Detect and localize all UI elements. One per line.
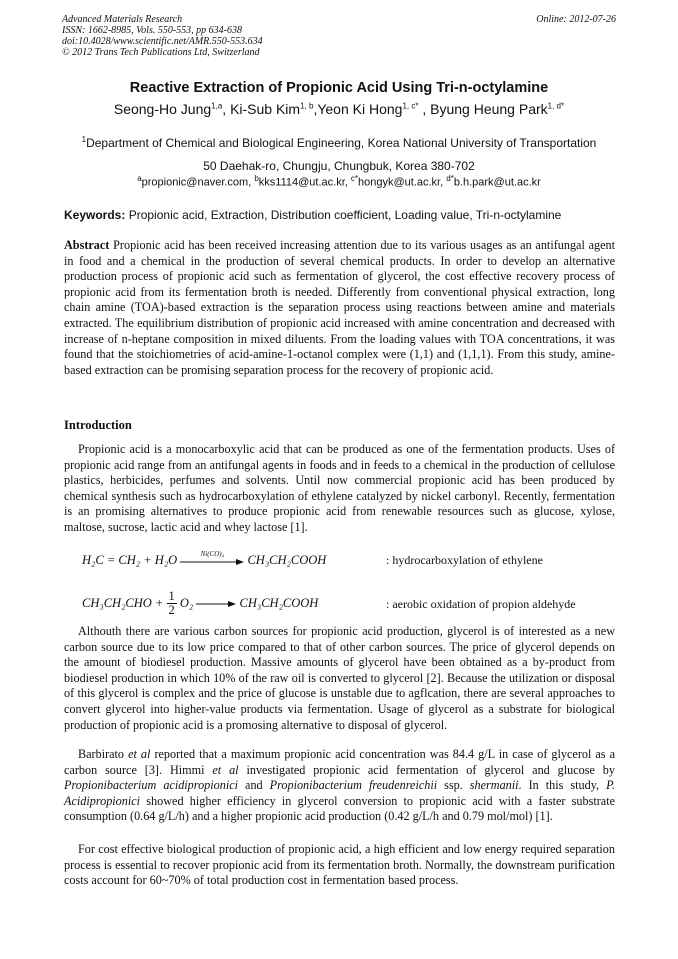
abstract-label: Abstract [64,238,110,252]
catalyst-label: Ni(CO)₄ [200,550,225,559]
equation-2: CH₃CH₂CHO + $\frac{1}{2}$ O₂ CH₃CH₂COOH [82,589,319,617]
email-list: $^a$propionic@naver.com, $^b$kks1114@ut.ac.kr, $^{c*}$hongyk@ut.ac.kr, $^{d*}$b.h.park@ut.ac.kr [137,174,541,189]
affiliation [0,128,678,178]
equation-2-description: : aerobic oxidation of propion aldehyde [386,597,576,611]
online-date: Online: 2012-07-26 [536,14,616,25]
arrow-icon [196,598,236,610]
abstract [64,238,615,378]
author-name: Seong-Ho Jung [113,101,212,117]
author-name: Yeon Ki Hong [317,101,403,117]
email-address[interactable]: hongyk@ut.ac.kr [358,176,441,189]
paper-title: Reactive Extraction of Propionic Acid Using Tri-n-octylamine [129,80,549,96]
email-address[interactable]: kks1114@ut.ac.kr [258,176,345,189]
paragraph: Barbirato et al reported that a maximum propionic acid concentration was 84.4 g/L in case of glycerol as a carbon source [3]. Himmi et al investigated propionic acid fermentation of glycerol and glucose by Propionibacterium acidipropionici and Propionibacterium freudenreichii ssp. shermanii. In this study, P. Acidipropionici showed higher efficiency in glycerol conversion to propionic acid with a faster substrate consumption (0.64 g/L/h) and a higher propionic acid production (0.42 g/L/h and 0.79 mol/mol) [1]. [64,747,616,824]
paragraph: Propionic acid is a monocarboxylic acid that can be produced as one of the fermentation products. Uses of propionic acid range from an antifungal agents in foods and in feeds to a chemical in the production of cellulose plastics, herbicides, perfumes and solvents. Until now commercial propionic acid has been produced by chemical synthesis such as hydrocarboxylation of ethylene catalyzed by nickel carbonyl. Recently, fermentation is an promising alternatives to produce propionic acid from renewable resources such as glucose, xylose, maltose, sucrose, lactic acid and whey lactose [1]. [64,442,615,534]
abstract-text: Propionic acid has been received increasing attention due to its various usages as an antifungal agent in food and a chemical in the production of several chemical products. In order to develop an alternative production process of propionic acid such as fermentation of glycerol, the cost effective recovery process of propionic acid from its fermentation broth is needed. Differently from conventional physical extraction, long chain amine (TOA)-based extraction is the separation process using reactions between amine and materials extracted. The equilibrium distribution of propionic acid increased with amine concentration and decreased with increase of n-heptane composition in mixed diluents. From the loading values with TOA concentrations, it was found that the stoichiometries of acid-amine-1-octanol complex were (1,1) and (1,1,1). From this study, amine-based extraction can be promising separation process for the recovery of propionic acid. [64,238,616,377]
equation-1-description: : hydrocarboxylation of ethylene [386,553,543,567]
journal-name: Advanced Materials Research [62,14,183,25]
author-sup: 1, d* [547,101,565,111]
author-name: Ki-Sub Kim [230,101,301,117]
keywords [64,208,624,222]
affiliation-line-1: $^1$Department of Chemical and Biological Engineering, Korea National University of Transportation [81,135,597,150]
author-sup: 1, b [300,101,314,111]
paragraph: Althouth there are various carbon sources for propionic acid production, glycerol is of interested as a new carbon source due to its low price compared to that of other carbon sources. The price of glycerol depends on the amount of biodiesel production. Massive amounts of glycerol have been obtained as a by-product from biodiesel production in which 10% of the raw oil is converted to glycerol [2]. Because the utilization or disposal of this glycerol is complex and the price of glucose is unstable due to agflcation, there are several approaches to convert glycerol into higher-value products via fermentation. Usage of glycerol as a substrate for biological production of propionic acid is a promosing alternative to disposal of glycerol. [64,624,615,732]
email-address[interactable]: propionic@naver.com [141,176,249,189]
fraction: $\frac{1}{2}$ [168,589,175,617]
keywords-label: Keywords: [64,208,126,222]
affiliation-line-2: 50 Daehak-ro, Chungju, Chungbuk, Korea 380-702 [203,159,475,173]
author-list: Seong-Ho Jung$^{1,a}$, Ki-Sub Kim$^{1, b}$,Yeon Ki Hong$^{1, c*}$ , Byung Heung Park$^{1, d*}$ [113,101,565,117]
journal-header [62,14,616,58]
author-sup: 1, c* [402,101,419,111]
keywords-text: Propionic acid, Extraction, Distribution coefficient, Loading value, Tri-n-octylamine [128,208,562,222]
author-name: Byung Heung Park [430,101,548,117]
section-heading: Introduction [64,418,132,432]
journal-issn: ISSN: 1662-8985, Vols. 550-553, pp 634-638 [62,25,242,36]
paragraph: For cost effective biological production of propionic acid, a high efficient and low energy required separation process is essential to recover propionic acid from its fermentation broth. Normally, the downstream purification costs account for 60~70% of total production cost in fermentation based process. [64,842,615,888]
journal-doi: doi:10.4028/www.scientific.net/AMR.550-553.634 [62,36,263,47]
author-sup: 1,a [211,101,223,111]
journal-copyright: © 2012 Trans Tech Publications Ltd, Switzerland [62,47,260,58]
equation-1: H₂C = CH₂ + H₂O Ni(CO)₄ CH₃CH₂COOH [82,550,327,567]
arrow-icon [180,555,244,567]
reaction-arrow [180,550,244,567]
affiliation-sup: 1 [81,135,87,144]
email-address[interactable]: b.h.park@ut.ac.kr [453,176,541,189]
